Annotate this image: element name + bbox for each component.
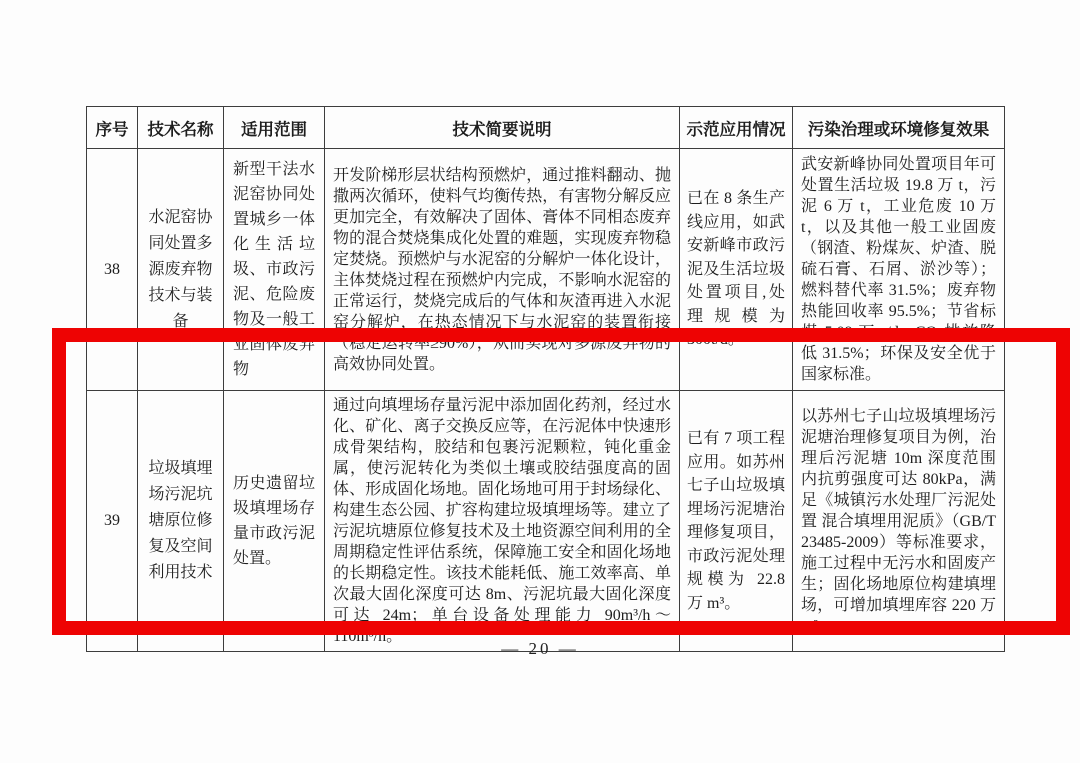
- page-number: — 20 —: [501, 639, 579, 658]
- row38-technology-description: 开发阶梯形层状结构预燃炉，通过推料翻动、抛撒两次循环，使料气均衡传热，有害物分解反应更加完全，有效解决了固体、膏体不同相态废弃物的混合焚烧集成化处置的难题，实现废弃物稳定焚烧。预燃炉与水泥窑的分解炉一体化设计，主体焚烧过程在预燃炉内完成，不影响水泥窑的正常运行，焚烧完成后的气体和灰渣再进入水泥窑分解炉，在热态情况下与水泥窑的装置衔接（稳定运转率≥90%），从而实现对多源废弃物的高效协同处置。: [325, 149, 680, 391]
- table-row-39: [87, 391, 1005, 652]
- header-technology-name: 技术名称: [138, 107, 224, 149]
- table-row-38: [87, 149, 1005, 391]
- table-header-row: [87, 107, 1005, 149]
- header-applicable-scope: 适用范围: [224, 107, 325, 149]
- row39-remediation-effect: 以苏州七子山垃圾填埋场污泥塘治理修复项目为例，治理后污泥塘 10m 深度范围内抗剪强度可达 80kPa，满足《城镇污水处理厂污泥处置 混合填埋用泥质》（GB/T 23485-2009）等标准要求，施工过程中无污水和固废产生；固化场地原位构建填埋场，可增加填埋库容 220 万 m³。: [793, 391, 1005, 652]
- header-technology-description: 技术简要说明: [325, 107, 680, 149]
- row39-demo-application: 已有 7 项工程应用。如苏州七子山垃圾填埋场污泥塘治理修复项目，市政污泥处理规模为 22.8 万 m³。: [680, 391, 793, 652]
- row39-technology-name: 垃圾填埋场污泥坑塘原位修复及空间利用技术: [138, 391, 224, 652]
- row38-technology-name: 水泥窑协同处置多源废弃物技术与装备: [138, 149, 224, 391]
- row38-serial-number: 38: [87, 149, 138, 391]
- header-serial-number: 序号: [87, 107, 138, 149]
- header-demo-application: 示范应用情况: [680, 107, 793, 149]
- row39-applicable-scope: 历史遗留垃圾填埋场存量市政污泥处置。: [224, 391, 325, 652]
- row38-applicable-scope: 新型干法水泥窑协同处置城乡一体化生活垃圾、市政污泥、危险废物及一般工业固体废弃物: [224, 149, 325, 391]
- row39-technology-description: 通过向填埋场存量污泥中添加固化药剂，经过水化、矿化、离子交换反应等，在污泥体中快速形成骨架结构，胶结和包裹污泥颗粒，钝化重金属，使污泥转化为类似土壤或胶结强度高的固体、形成固化场地。固化场地可用于封场绿化、构建生态公园、扩容构建垃圾填埋场等。建立了污泥坑塘原位修复技术及土地资源空间利用的全周期稳定性评估系统，保障施工安全和固化场地的长期稳定性。该技术能耗低、施工效率高、单次最大固化深度可达 8m、污泥坑最大固化深度可达 24m；单台设备处理能力 90m³/h～110m³/h。: [325, 391, 680, 652]
- row38-remediation-effect: 武安新峰协同处置项目年可处置生活垃圾 19.8 万 t，污泥 6 万 t，工业危废 10 万 t，以及其他一般工业固废（钢渣、粉煤灰、炉渣、脱硫石膏、石屑、淤沙等）；燃料替代率 31.5%；废弃物热能回收率 95.5%；节省标煤 5.09 万 t/d；CO₂排放降低 31.5%；环保及安全优于国家标准。: [793, 149, 1005, 391]
- technology-table: [86, 106, 1005, 652]
- header-remediation-effect: 污染治理或环境修复效果: [793, 107, 1005, 149]
- row39-serial-number: 39: [87, 391, 138, 652]
- row38-demo-application: 已在 8 条生产线应用，如武安新峰市政污泥及生活垃圾处置项目,处理规模为 300t/d。: [680, 149, 793, 391]
